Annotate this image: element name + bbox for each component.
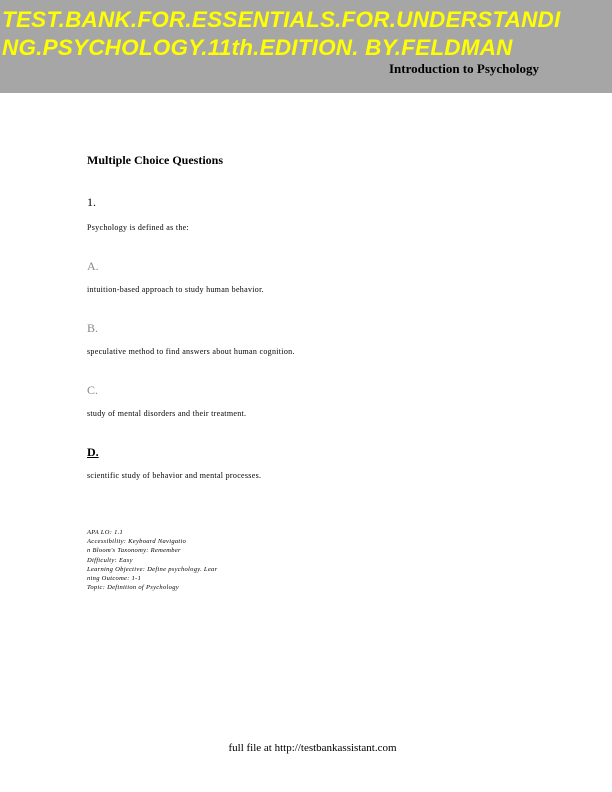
- metadata-line: Accessibility: Keyboard Navigatio: [87, 538, 187, 546]
- metadata-line: Difficulty: Easy: [87, 556, 133, 564]
- choice-b-letter: B.: [87, 321, 99, 335]
- metadata-line: Learning Objective: Define psychology. Lear: [87, 565, 218, 573]
- footer-link-text: full file at http://testbankassistant.com: [228, 742, 397, 754]
- choice-d-text: scientific study of behavior and mental processes.: [87, 471, 262, 480]
- question-metadata: [87, 528, 247, 592]
- metadata-line: n Bloom's Taxonomy: Remember: [87, 547, 181, 555]
- choice-a-text: intuition-based approach to study human behavior.: [87, 285, 264, 294]
- watermark-banner: [0, 0, 612, 93]
- watermark-line-1: TEST.BANK.FOR.ESSENTIALS.FOR.UNDERSTANDI: [2, 7, 561, 32]
- metadata-line: ning Outcome: 1-1: [87, 575, 142, 583]
- choice-b-text: speculative method to find answers about human cognition.: [87, 347, 295, 356]
- choice-a-letter: A.: [87, 259, 99, 273]
- question-number: 1.: [87, 195, 96, 209]
- metadata-line: Topic: Definition of Psychology: [87, 584, 179, 592]
- metadata-line: APA LO: 1.1: [87, 529, 124, 536]
- watermark-line-2: NG.PSYCHOLOGY.11th.EDITION. BY.FELDMAN: [2, 35, 513, 60]
- choice-c-letter: C.: [87, 383, 99, 397]
- choice-c-text: study of mental disorders and their treatment.: [87, 409, 247, 418]
- section-title: Multiple Choice Questions: [87, 153, 224, 167]
- question-stem: Psychology is defined as the:: [87, 223, 190, 232]
- choice-d-letter-correct: D.: [87, 445, 99, 459]
- running-header: Introduction to Psychology: [389, 61, 539, 76]
